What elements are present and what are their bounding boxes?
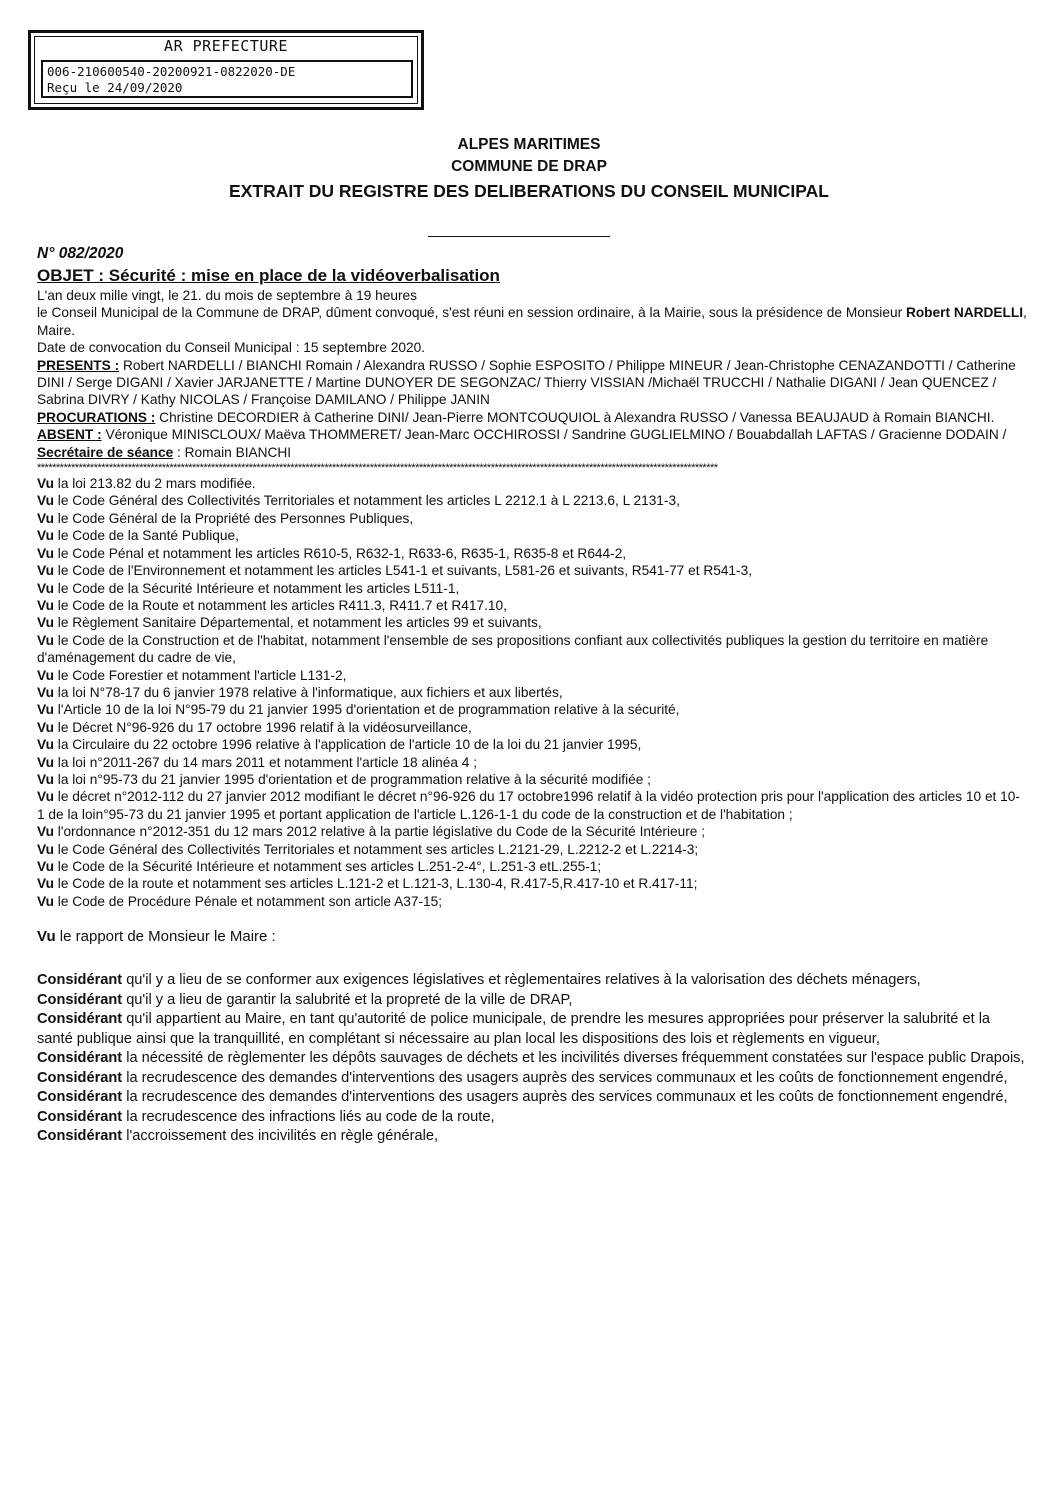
vu-item-keyword: Vu [37,841,54,857]
considerant-item-keyword: Considérant [37,1128,123,1145]
vu-item-keyword: Vu [37,476,54,492]
considerant-item-keyword: Considérant [37,972,123,989]
vu-list [37,475,1027,910]
vu-item [37,875,1027,892]
stamp-reference-box [41,60,413,98]
vu-item-keyword: Vu [37,702,54,718]
vu-item-text: la loi n°95-73 du 21 janvier 1995 d'orientation et de programmation relative à la sécurité modifiée ; [53,771,651,787]
considerant-item [37,1049,1027,1069]
considerant-list [37,971,1027,1147]
deliberation-number: N° 082/2020 [37,245,124,262]
considerant-item-text: l'accroissement des incivilités en règle générale, [122,1128,439,1145]
vu-item-keyword: Vu [37,510,54,526]
vu-item-text: le Code de la route et notamment ses articles L.121-2 et L.121-3, L.130-4, R.417-5,R.417-10 et R.417-11; [53,876,698,892]
vu-item-keyword: Vu [37,493,54,509]
procurations-paragraph [37,409,1027,426]
vu-item [37,492,1027,509]
intro-text: le Conseil Municipal de la Commune de DRAP, dûment convoqué, s'est réuni en session ordinaire, à la Mairie, sous la présidence de Monsieur [37,305,906,321]
vu-item-text: le Code Général des Collectivités Territoriales et notamment ses articles L.2121-29, L.2212-2 et L.2214-3; [53,841,699,857]
secretaire-name: : Romain BIANCHI [173,444,292,460]
vu-item-text: le Code de la Construction et de l'habitat, notamment l'ensemble de ses propositions confiant aux collectivités publiques la gestion du territoire en matière d'aménagement du cadre de vie, [37,632,989,666]
vu-item [37,684,1027,701]
vu-item-keyword: Vu [37,545,54,561]
rapport-text: le rapport de Monsieur le Maire : [55,928,276,946]
vu-item [37,841,1027,858]
considerant-item-keyword: Considérant [37,1108,123,1125]
vu-item-text: le Code Pénal et notamment les articles R610-5, R632-1, R633-6, R635-1, R635-8 et R644-2, [53,545,627,561]
vu-item-text: le Code de la Sécurité Intérieure et notamment les articles L511-1, [53,580,460,596]
intro-line-2 [37,304,1027,339]
considerant-item [37,1069,1027,1089]
vu-item-text: l'Article 10 de la loi N°95-79 du 21 janvier 1995 d'orientation et de programmation relative à la sécurité, [53,702,680,718]
document-title: EXTRAIT DU REGISTRE DES DELIBERATIONS DU CONSEIL MUNICIPAL [229,181,829,201]
vu-item-text: le Règlement Sanitaire Départemental, et notamment les articles 99 et suivants, [53,615,542,631]
considerant-item-keyword: Considérant [37,991,123,1008]
considerant-item [37,971,1027,991]
stamp-title: AR PREFECTURE [164,37,288,55]
deliberation-objet: OBJET : Sécurité : mise en place de la vidéoverbalisation [37,266,500,285]
vu-item [37,893,1027,910]
vu-item-keyword: Vu [37,737,54,753]
vu-item-text: le Code Général des Collectivités Territoriales et notamment les articles L 2212.1 à L 2213.6, L 2131-3, [53,493,680,509]
vu-item-keyword: Vu [37,632,54,648]
considerant-item [37,991,1027,1011]
considerant-item-text: qu'il appartient au Maire, en tant qu'autorité de police municipale, de prendre les mesures appropriées pour préserver la salubrité et la santé publique ainsi que la tranquillité, en complétant si nécessaire au plan local les dispositions des lois et règlements en vigueur, [37,1011,991,1047]
considerant-item-text: qu'il y a lieu de se conformer aux exigences législatives et règlementaires relatives à la valorisation des déchets ménagers, [122,972,921,989]
vu-item-text: l'ordonnance n°2012-351 du 12 mars 2012 relative à la partie législative du Code de la Sécurité Intérieure ; [53,824,706,840]
secretaire-label: Secrétaire de séance [37,444,174,460]
considerant-item-text: la recrudescence des demandes d'interventions des usagers auprès des services communaux et les coûts de fonctionnement engendré, [122,1069,1008,1086]
vu-item [37,667,1027,684]
vu-item [37,580,1027,597]
vu-item [37,614,1027,631]
vu-item [37,562,1027,579]
vu-item [37,788,1027,823]
vu-item-keyword: Vu [37,754,54,770]
vu-item-keyword: Vu [37,528,54,544]
vu-item [37,597,1027,614]
convocation-date: Date de convocation du Conseil Municipal : 15 septembre 2020. [37,340,426,356]
vu-item-keyword: Vu [37,771,54,787]
presents-list: Robert NARDELLI / BIANCHI Romain / Alexandra RUSSO / Sophie ESPOSITO / Philippe MINEUR / Jean-Christophe CENAZANDOTTI / Catherine DINI / Serge DIGANI / Xavier JARJANETTE / Martine DUNOYER DE SEGONZAC/ Thierry VISSIAN /Michaël TRUCCHI / Nathalie DIGANI / Jean QUENCEZ / Sabrina DIVRY / Kathy NICOLAS / Françoise DAMILANO / Philippe JANIN [37,357,1016,408]
absent-paragraph [37,426,1027,443]
vu-item-keyword: Vu [37,859,54,874]
vu-item-text: la loi 213.82 du 2 mars modifiée. [53,476,256,492]
document-body [37,243,1027,1147]
considerant-item [37,1010,1027,1049]
vu-item [37,719,1027,736]
procurations-label: PROCURATIONS : [37,409,156,425]
vu-item [37,823,1027,840]
vu-item-keyword: Vu [37,667,54,683]
vu-item [37,632,1027,667]
vu-item [37,510,1027,527]
department-name: ALPES MARITIMES [457,136,601,153]
vu-item-text: le Code Général de la Propriété des Personnes Publiques, [53,510,414,526]
considerant-item-text: qu'il y a lieu de garantir la salubrité et la propreté de la ville de DRAP, [122,991,573,1008]
vu-item-text: le Code de Procédure Pénale et notamment son article A37-15; [53,893,443,909]
vu-item [37,527,1027,544]
vu-item-text: le Code Forestier et notamment l'article L131-2, [53,667,347,683]
considerant-item-text: la nécessité de règlementer les dépôts sauvages de déchets et les incivilités diverses fréquemment constatées sur l'espace public Drapois, [122,1050,1025,1067]
vu-item-text: le Code de la Santé Publique, [53,528,239,544]
commune-name: COMMUNE DE DRAP [451,158,607,175]
vu-item-keyword: Vu [37,719,54,735]
vu-item-text: la loi n°2011-267 du 14 mars 2011 et notamment l'article 18 alinéa 4 ; [53,754,478,770]
vu-item-keyword: Vu [37,876,54,892]
absent-list: Véronique MINISCLOUX/ Maëva THOMMERET/ Jean-Marc OCCHIROSSI / Sandrine GUGLIELMINO / Bouabdallah LAFTAS / Gracienne DODAIN / [101,427,1007,443]
considerant-item-keyword: Considérant [37,1050,123,1067]
procurations-list: Christine DECORDIER à Catherine DINI/ Jean-Pierre MONTCOUQUIOL à Alexandra RUSSO / Vanessa BEAUJAUD à Romain BIANCHI. [155,409,995,425]
vu-item-keyword: Vu [37,563,54,579]
intro-text-end: , Maire. [37,305,1027,338]
vu-item [37,736,1027,753]
vu-item-keyword: Vu [37,684,54,700]
secretaire-paragraph [37,444,1027,461]
vu-item [37,771,1027,788]
considerant-item [37,1088,1027,1108]
vu-item-keyword: Vu [37,824,54,840]
vu-item-text: la Circulaire du 22 octobre 1996 relative à l'application de l'article 10 de la loi du 21 janvier 1995, [53,737,642,753]
vu-item [37,545,1027,562]
considerant-item-keyword: Considérant [37,1089,123,1106]
vu-item-text: le Code de l'Environnement et notamment les articles L541-1 et suivants, L581-26 et suivants, R541-77 et R541-3, [53,563,753,579]
considerant-item-text: la recrudescence des demandes d'interventions des usagers auprès des services communaux et les coûts de fonctionnement engendré, [122,1089,1008,1106]
considerant-item [37,1108,1027,1128]
asterisk-separator: ************************************************************************************************************************************************************************************ [37,462,718,475]
vu-item [37,701,1027,718]
considerant-item-keyword: Considérant [37,1011,123,1028]
header-divider [428,236,610,237]
stamp-received-date: Reçu le 24/09/2020 [47,80,183,95]
vu-item [37,858,1027,875]
vu-item [37,754,1027,771]
considerant-item [37,1127,1027,1147]
stamp-reference: 006-210600540-20200921-0822020-DE [47,64,296,79]
vu-item-text: le Décret N°96-926 du 17 octobre 1996 relatif à la vidéosurveillance, [53,719,472,735]
presents-label: PRESENTS : [37,357,120,373]
vu-item-text: le décret n°2012-112 du 27 janvier 2012 modifiant le décret n°96-926 du 17 octobre1996 relatif à la vidéo protection pris pour l'application des articles 10 et 10-1 de la loin°95-73 du 21 janvier 1995 et portant application de l'article L.126-1-1 du code de la construction et de l'habitation ; [37,789,1020,822]
absent-label: ABSENT : [37,427,102,443]
prefecture-stamp [28,30,424,110]
vu-item-text: la loi N°78-17 du 6 janvier 1978 relative à l'informatique, aux fichiers et aux libertés, [53,684,563,700]
vu-item-keyword: Vu [37,789,54,805]
considerant-item-text: la recrudescence des infractions liés au code de la route, [122,1108,495,1125]
presents-paragraph [37,357,1027,409]
intro-line-1: L'an deux mille vingt, le 21. du mois de septembre à 19 heures [37,288,418,303]
mayor-name: Robert NARDELLI [905,305,1024,321]
vu-item-keyword: Vu [37,615,54,631]
rapport-line [37,927,1027,947]
vu-item [37,475,1027,492]
rapport-keyword: Vu [37,928,56,946]
vu-item-text: le Code de la Route et notamment les articles R411.3, R411.7 et R417.10, [53,597,507,613]
vu-item-keyword: Vu [37,893,54,909]
document-header [0,134,1058,204]
vu-item-text: le Code de la Sécurité Intérieure et notamment ses articles L.251-2-4°, L.251-3 etL.255-1; [53,859,602,874]
considerant-item-keyword: Considérant [37,1069,123,1086]
vu-item-keyword: Vu [37,597,54,613]
vu-item-keyword: Vu [37,580,54,596]
